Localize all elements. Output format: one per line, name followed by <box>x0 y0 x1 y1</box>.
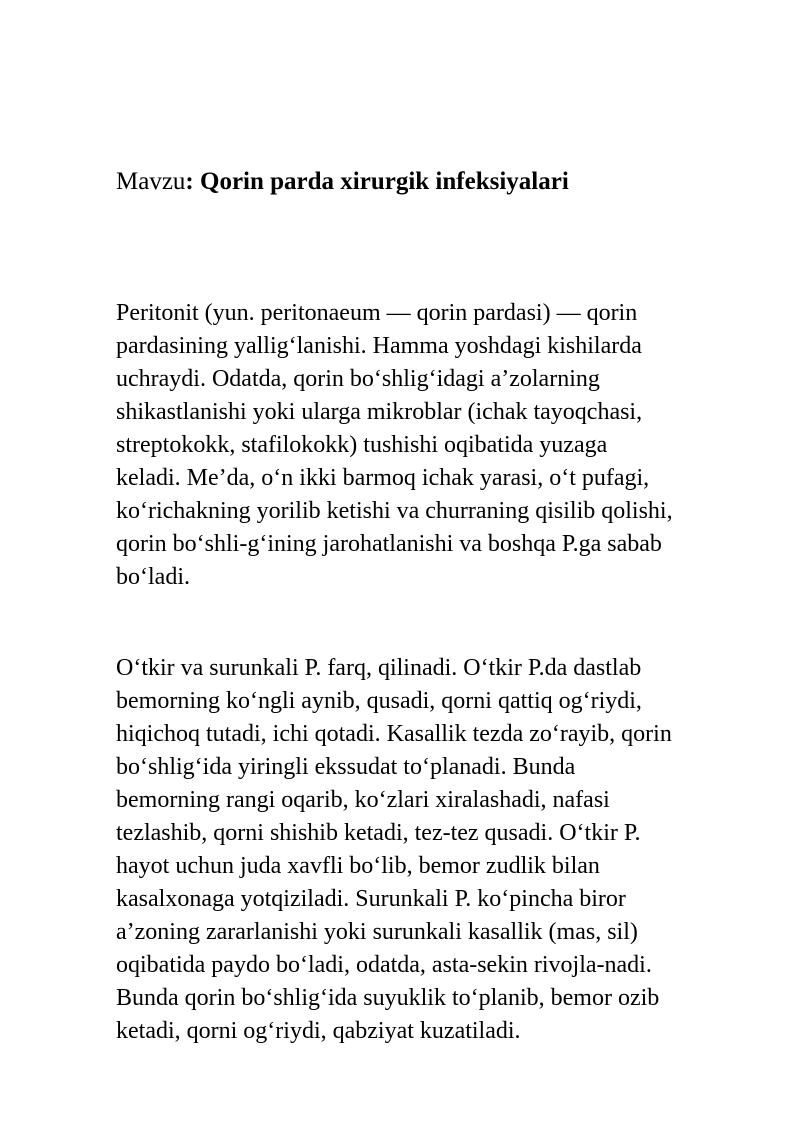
page-title <box>116 166 736 198</box>
paragraph-line: Bunda qorin bo‘shlig‘ida suyuklik to‘planib, bemor ozib <box>116 985 660 1011</box>
title-label: Mavzu <box>116 168 186 195</box>
paragraph-line: a’zoning zararlanishi yoki surunkali kasallik (mas, sil) <box>116 919 638 945</box>
paragraph-line: tezlashib, qorni shishib ketadi, tez-tez qusadi. O‘tkir P. <box>116 820 641 846</box>
paragraph-line: oqibatida paydo bo‘ladi, odatda, asta-sekin rivojla-nadi. <box>116 952 652 978</box>
paragraph-line: hiqichoq tutadi, ichi qotadi. Kasallik tezda zo‘rayib, qorin <box>116 721 672 747</box>
paragraph-line: uchraydi. Odatda, qorin bo‘shlig‘idagi a’zolarning <box>116 366 600 392</box>
paragraph-line: bo‘ladi. <box>116 564 190 590</box>
paragraph-line: streptokokk, stafilokokk) tushishi oqibatida yuzaga <box>116 432 608 458</box>
paragraph-line: bemorning rangi oqarib, ko‘zlari xiralashadi, nafasi <box>116 787 610 813</box>
paragraph-line: ko‘richakning yorilib ketishi va churraning qisilib qolishi, <box>116 498 673 524</box>
paragraph-line: Peritonit (yun. peritonaeum — qorin pardasi) — qorin <box>116 300 638 326</box>
paragraph-line: hayot uchun juda xavfli bo‘lib, bemor zudlik bilan <box>116 853 600 879</box>
paragraph-line: kasalxonaga yotqiziladi. Surunkali P. ko‘pincha biror <box>116 886 626 912</box>
paragraph-line: keladi. Me’da, o‘n ikki barmoq ichak yarasi, o‘t pufagi, <box>116 465 650 491</box>
title-colon: : <box>185 168 194 195</box>
paragraph-line: shikastlanishi yoki ularga mikroblar (ichak tayoqchasi, <box>116 399 643 425</box>
paragraph-acute-chronic <box>116 652 746 1048</box>
paragraph-line: bemorning ko‘ngli aynib, qusadi, qorni qattiq og‘riydi, <box>116 688 642 714</box>
paragraph-line: bo‘shlig‘ida yiringli ekssudat to‘planadi. Bunda <box>116 754 576 780</box>
paragraph-line: qorin bo‘shli-g‘ining jarohatlanishi va boshqa P.ga sabab <box>116 531 662 557</box>
title-topic: Qorin parda xirurgik infeksiyalari <box>200 168 569 195</box>
paragraph-peritonitis-definition <box>116 297 746 594</box>
paragraph-line: pardasining yallig‘lanishi. Hamma yoshdagi kishilarda <box>116 333 642 359</box>
paragraph-line: ketadi, qorni og‘riydi, qabziyat kuzatiladi. <box>116 1018 521 1044</box>
paragraph-line: O‘tkir va surunkali P. farq, qilinadi. O‘tkir P.da dastlab <box>116 655 642 681</box>
